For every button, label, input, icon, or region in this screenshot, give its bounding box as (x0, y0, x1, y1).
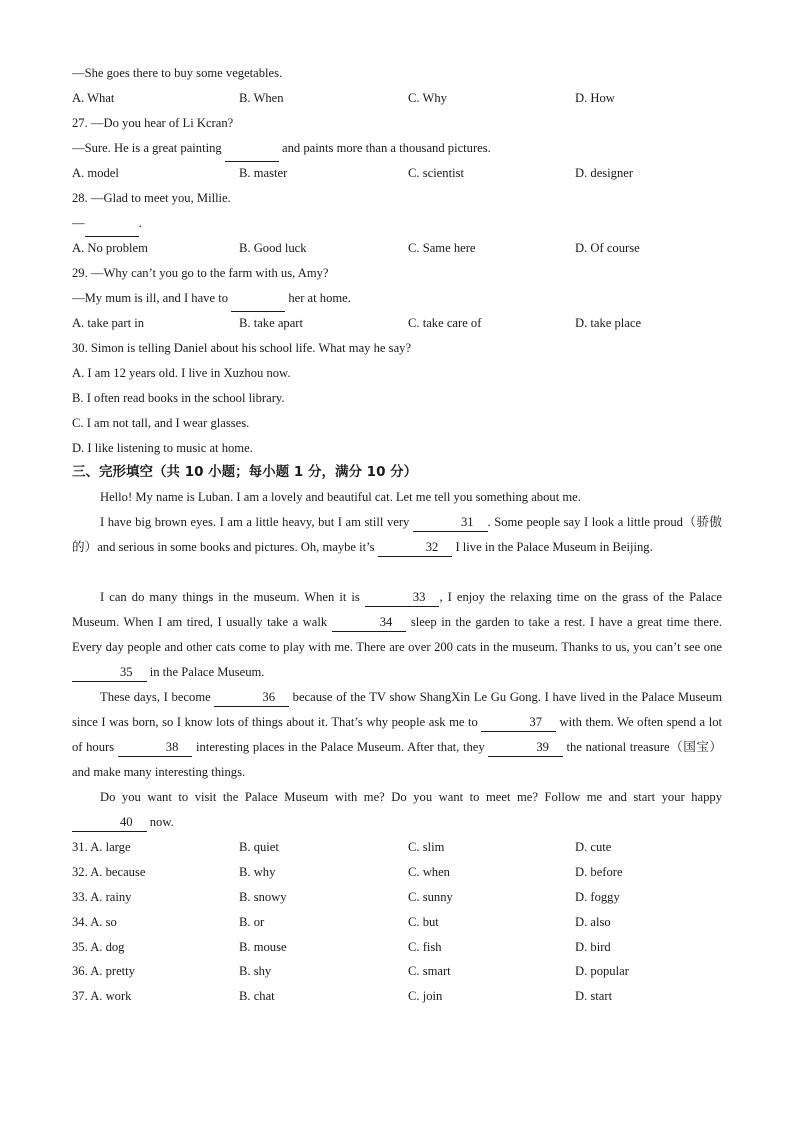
q30-option-b: B. I often read books in the school library. (72, 391, 285, 405)
q27-answer-line (72, 136, 491, 161)
p3-text-c: sleep in the garden to take a rest. I have a great time there. Every day people and other cats come to play with me. There are over 200 cats in the museum. Thanks to us, you can’t see one (72, 615, 722, 654)
choice-32-d: D. before (575, 865, 623, 879)
choice-35-b: B. mouse (239, 940, 287, 954)
q29-answer-pre: —My mum is ill, and I have to (72, 291, 229, 305)
choice-37-b: B. chat (239, 989, 275, 1003)
choice-36-a: 36. A. pretty (72, 964, 135, 978)
choice-31-d: D. cute (575, 840, 612, 854)
q28-option-a: A. No problem (72, 241, 148, 255)
choice-34-a: 34. A. so (72, 915, 117, 929)
blank-31: 31 (413, 513, 488, 532)
choice-37-a: 37. A. work (72, 989, 132, 1003)
q28-question: 28. —Glad to meet you, Millie. (72, 191, 231, 205)
q27-answer-pre: —Sure. He is a great painting (72, 141, 222, 155)
p5-text-a: Do you want to visit the Palace Museum with me? Do you want to meet me? Follow me and start your happy (100, 790, 722, 804)
choice-34-c: C. but (408, 915, 439, 929)
p3-text-b: , I enjoy the relaxing time on the grass of the Palace Museum. When I am tired, I usually take a walk (72, 590, 722, 629)
p4-text-c: with them. We often spend a lot of hours (72, 715, 722, 754)
q28-answer-pre: — (72, 216, 85, 230)
blank-36: 36 (214, 688, 289, 707)
q27-question: 27. —Do you hear of Li Kcran? (72, 116, 234, 130)
q28-option-b: B. Good luck (239, 241, 307, 255)
q26-option-a: A. What (72, 91, 115, 105)
q26-answer-line: —She goes there to buy some vegetables. (72, 66, 283, 80)
q28-blank (85, 211, 139, 237)
choice-37-c: C. join (408, 989, 443, 1003)
choice-32-b: B. why (239, 865, 276, 879)
choice-31-b: B. quiet (239, 840, 279, 854)
q29-question: 29. —Why can’t you go to the farm with us, Amy? (72, 266, 329, 280)
blank-34: 34 (332, 613, 407, 632)
q29-option-b: B. take apart (239, 316, 303, 330)
q27-option-b: B. master (239, 166, 288, 180)
p4-text-a: These days, I become (100, 690, 211, 704)
blank-35: 35 (72, 663, 147, 682)
blank-39: 39 (488, 738, 563, 757)
q29-option-c: C. take care of (408, 316, 482, 330)
q26-option-d: D. How (575, 91, 615, 105)
choice-33-c: C. sunny (408, 890, 453, 904)
p2-text-c: I live in the Palace Museum in Beijing. (452, 540, 653, 554)
blank-37: 37 (481, 713, 556, 732)
p5-text-b: now. (146, 815, 174, 829)
q27-option-c: C. scientist (408, 166, 464, 180)
choice-33-b: B. snowy (239, 890, 287, 904)
choice-33-a: 33. A. rainy (72, 890, 132, 904)
q29-blank (231, 286, 285, 312)
choice-32-a: 32. A. because (72, 865, 146, 879)
blank-38: 38 (118, 738, 193, 757)
choice-35-c: C. fish (408, 940, 442, 954)
q28-option-c: C. Same here (408, 241, 476, 255)
choice-34-b: B. or (239, 915, 265, 929)
choice-34-d: D. also (575, 915, 611, 929)
section3-heading: 三、完形填空（共 10 小题；每小题 1 分，满分 10 分） (72, 464, 418, 480)
p3-text-d: in the Palace Museum. (146, 665, 265, 679)
q29-answer-line (72, 286, 351, 311)
p4-text-e: the national treasure（国宝）and make many interesting things. (72, 740, 722, 779)
choice-35-d: D. bird (575, 940, 611, 954)
q27-option-d: D. designer (575, 166, 634, 180)
q28-answer-post: . (138, 216, 142, 230)
p2-text-a: I have big brown eyes. I am a little heavy, but I am still very (100, 515, 410, 529)
p3-text-a: I can do many things in the museum. When it is (100, 590, 360, 604)
passage-paragraph-5 (72, 785, 722, 835)
q29-option-a: A. take part in (72, 316, 145, 330)
choice-36-b: B. shy (239, 964, 272, 978)
q30-question: 30. Simon is telling Daniel about his school life. What may he say? (72, 341, 412, 355)
p2-text-b: . Some people say I look a little proud（骄傲的）and serious in some books and pictures. Oh, maybe it’s (72, 515, 722, 554)
blank-32: 32 (378, 538, 453, 557)
p4-text-b: because of the TV show ShangXin Le Gu Gong. I have lived in the Palace Museum since I was born, so I know lots of things about it. That’s why people ask me to (72, 690, 722, 729)
q29-answer-post: her at home. (288, 291, 351, 305)
q28-option-d: D. Of course (575, 241, 640, 255)
choice-32-c: C. when (408, 865, 450, 879)
blank-33: 33 (365, 588, 440, 607)
choice-35-a: 35. A. dog (72, 940, 125, 954)
q26-option-b: B. When (239, 91, 284, 105)
choice-36-d: D. popular (575, 964, 629, 978)
passage-paragraph-1: Hello! My name is Luban. I am a lovely and beautiful cat. Let me tell you something about me. (100, 490, 581, 504)
q28-answer-line (72, 211, 142, 236)
q27-answer-post: and paints more than a thousand pictures. (282, 141, 491, 155)
passage-paragraph-4 (72, 685, 722, 785)
q30-option-d: D. I like listening to music at home. (72, 441, 253, 455)
choice-33-d: D. foggy (575, 890, 620, 904)
q26-option-c: C. Why (408, 91, 447, 105)
q30-option-a: A. I am 12 years old. I live in Xuzhou now. (72, 366, 291, 380)
passage-paragraph-3 (72, 585, 722, 685)
p4-text-d: interesting places in the Palace Museum. After that, they (192, 740, 485, 754)
q29-option-d: D. take place (575, 316, 642, 330)
q27-blank (225, 136, 279, 162)
choice-31-c: C. slim (408, 840, 445, 854)
q27-option-a: A. model (72, 166, 119, 180)
blank-40: 40 (72, 813, 147, 832)
q30-option-c: C. I am not tall, and I wear glasses. (72, 416, 250, 430)
choice-31-a: 31. A. large (72, 840, 131, 854)
choice-37-d: D. start (575, 989, 613, 1003)
choice-36-c: C. smart (408, 964, 451, 978)
passage-paragraph-2 (72, 510, 722, 560)
